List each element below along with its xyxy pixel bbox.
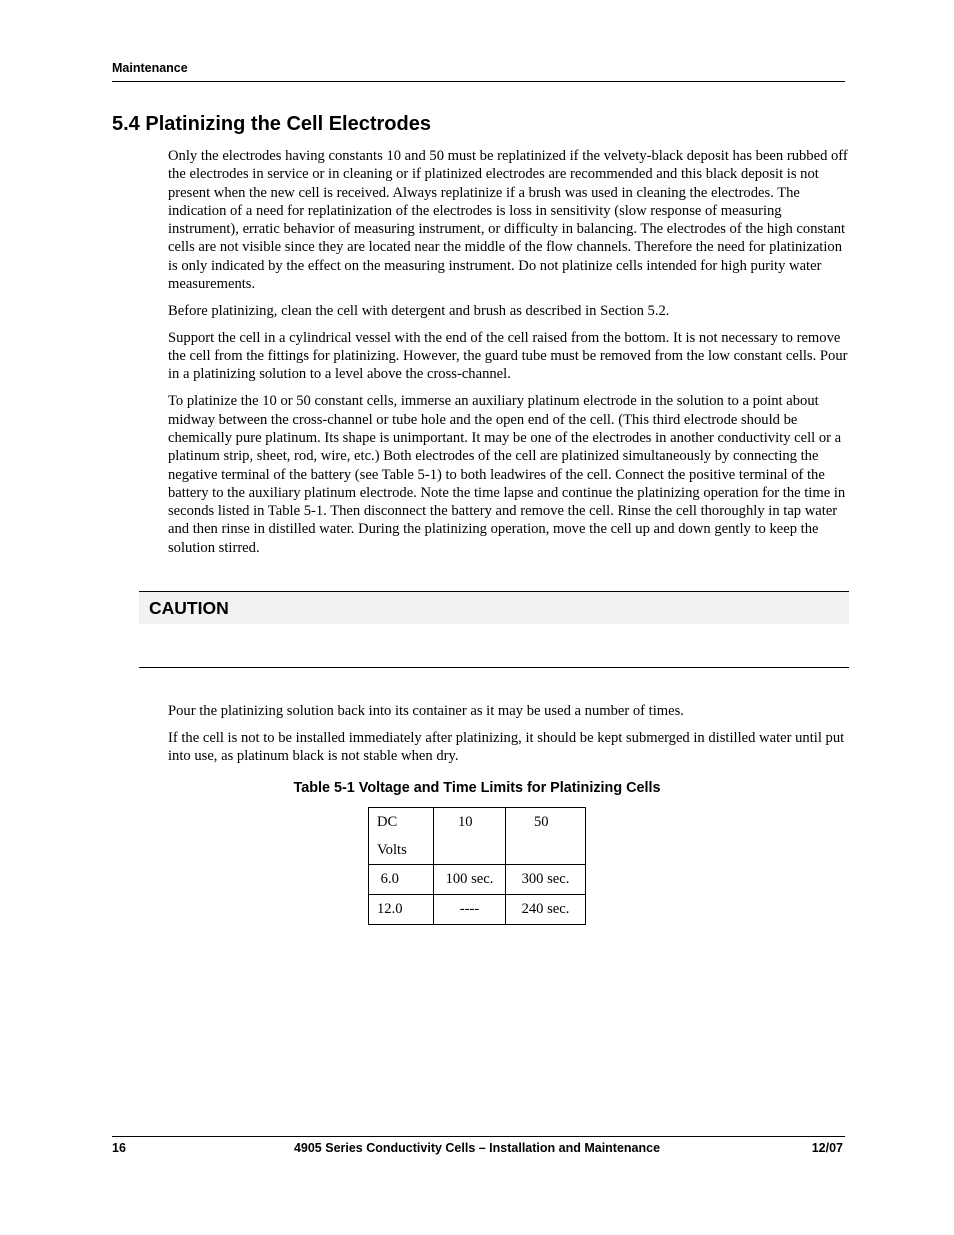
page-number: 16 bbox=[112, 1141, 126, 1155]
caution-title: CAUTION bbox=[149, 598, 229, 618]
header-cell-50 bbox=[506, 808, 586, 865]
table-caption: Table 5-1 Voltage and Time Limits for Platinizing Cells bbox=[293, 780, 661, 796]
limits-table bbox=[368, 807, 586, 925]
paragraph: Before platinizing, clean the cell with detergent and brush as described in Section 5.2. bbox=[168, 302, 670, 319]
table-cell bbox=[434, 865, 506, 895]
time-50-value: 240 sec. bbox=[521, 901, 570, 917]
table-cell bbox=[506, 865, 586, 895]
running-header: Maintenance bbox=[112, 61, 188, 75]
table-cell bbox=[369, 865, 434, 895]
header-10: 10 bbox=[458, 814, 473, 830]
volts-value: 6.0 bbox=[377, 871, 399, 887]
paragraph: Only the electrodes having constants 10 and 50 must be replatinized if the velvety-black deposit has been rubbed off the electrodes in service or in cleaning or if platinized electrodes are recommended and this black deposit is not present when the new cell is received. Always replatinize if a brush was used in cleaning the electrodes. The indication of a need for replatinization of the electrodes is loss in sensitivity (slow response of measuring instrument), erratic behavior of measuring instrument, or difficulty in balancing. The electrodes of the high constant cells are not visible since they are located near the middle of the flow channels. Therefore the need for platinization is only indicated by the effect on the measuring instrument. Do not platinize cells intended for high purity water measurements. bbox=[168, 148, 848, 293]
table-cell bbox=[434, 895, 506, 925]
header-50: 50 bbox=[534, 814, 549, 830]
caution-bottom-rule bbox=[139, 667, 849, 668]
table-caption-wrap bbox=[0, 780, 954, 796]
after-caution-body bbox=[168, 702, 848, 774]
paragraph: If the cell is not to be installed immediately after platinizing, it should be kept submerged in distilled water until put into use, as platinum black is not stable when dry. bbox=[168, 729, 845, 765]
time-10-value: 100 sec. bbox=[445, 871, 494, 887]
footer-date: 12/07 bbox=[811, 1141, 843, 1155]
volts-value: 12.0 bbox=[377, 901, 403, 917]
paragraph: Pour the platinizing solution back into its container as it may be used a number of times. bbox=[168, 703, 684, 719]
footer-rule bbox=[112, 1136, 845, 1137]
header-volts-line1: DC bbox=[377, 814, 398, 830]
footer-doc-title: 4905 Series Conductivity Cells – Installation and Maintenance bbox=[293, 1141, 661, 1155]
time-50-value: 300 sec. bbox=[521, 871, 570, 887]
caution-box bbox=[139, 592, 849, 624]
header-volts-line2: Volts bbox=[377, 842, 407, 858]
paragraph: To platinize the 10 or 50 constant cells, immerse an auxiliary platinum electrode in the solution to a point about midway between the cross-channel or tube hole and the open end of the cell. (This third electrode should be chemically pure platinum. Its shape is unimportant. It may be one of the electrodes in another conductivity cell or a platinum strip, sheet, rod, wire, etc.) Both electrodes of the cell are platinized simultaneously by connecting the negative terminal of the battery (see Table 5-1) to both leadwires of the cell. Connect the positive terminal of the battery to the auxiliary platinum electrode. Note the time lapse and continue the platinizing operation for the time in seconds listed in Table 5-1. Then disconnect the battery and remove the cell. Rinse the cell thoroughly in tap water and then rinse in distilled water. During the platinizing operation, move the cell up and down gently to keep the solution stirred. bbox=[168, 393, 846, 556]
header-cell-10 bbox=[434, 808, 506, 865]
table-row bbox=[369, 865, 586, 895]
time-10-value: ---- bbox=[459, 901, 480, 917]
paragraph: Support the cell in a cylindrical vessel with the end of the cell raised from the bottom. It is not necessary to remove the cell from the fittings for platinizing. However, the guard tube must be removed from the low constant cells. Pour in a platinizing solution to a level above the cross-channel. bbox=[168, 329, 848, 383]
header-cell-volts bbox=[369, 808, 434, 865]
section-body bbox=[168, 147, 848, 566]
table-header-row bbox=[369, 808, 586, 865]
table-cell bbox=[369, 895, 434, 925]
header-rule bbox=[112, 81, 845, 82]
table-cell bbox=[506, 895, 586, 925]
section-title: 5.4 Platinizing the Cell Electrodes bbox=[112, 113, 431, 135]
table-row bbox=[369, 895, 586, 925]
